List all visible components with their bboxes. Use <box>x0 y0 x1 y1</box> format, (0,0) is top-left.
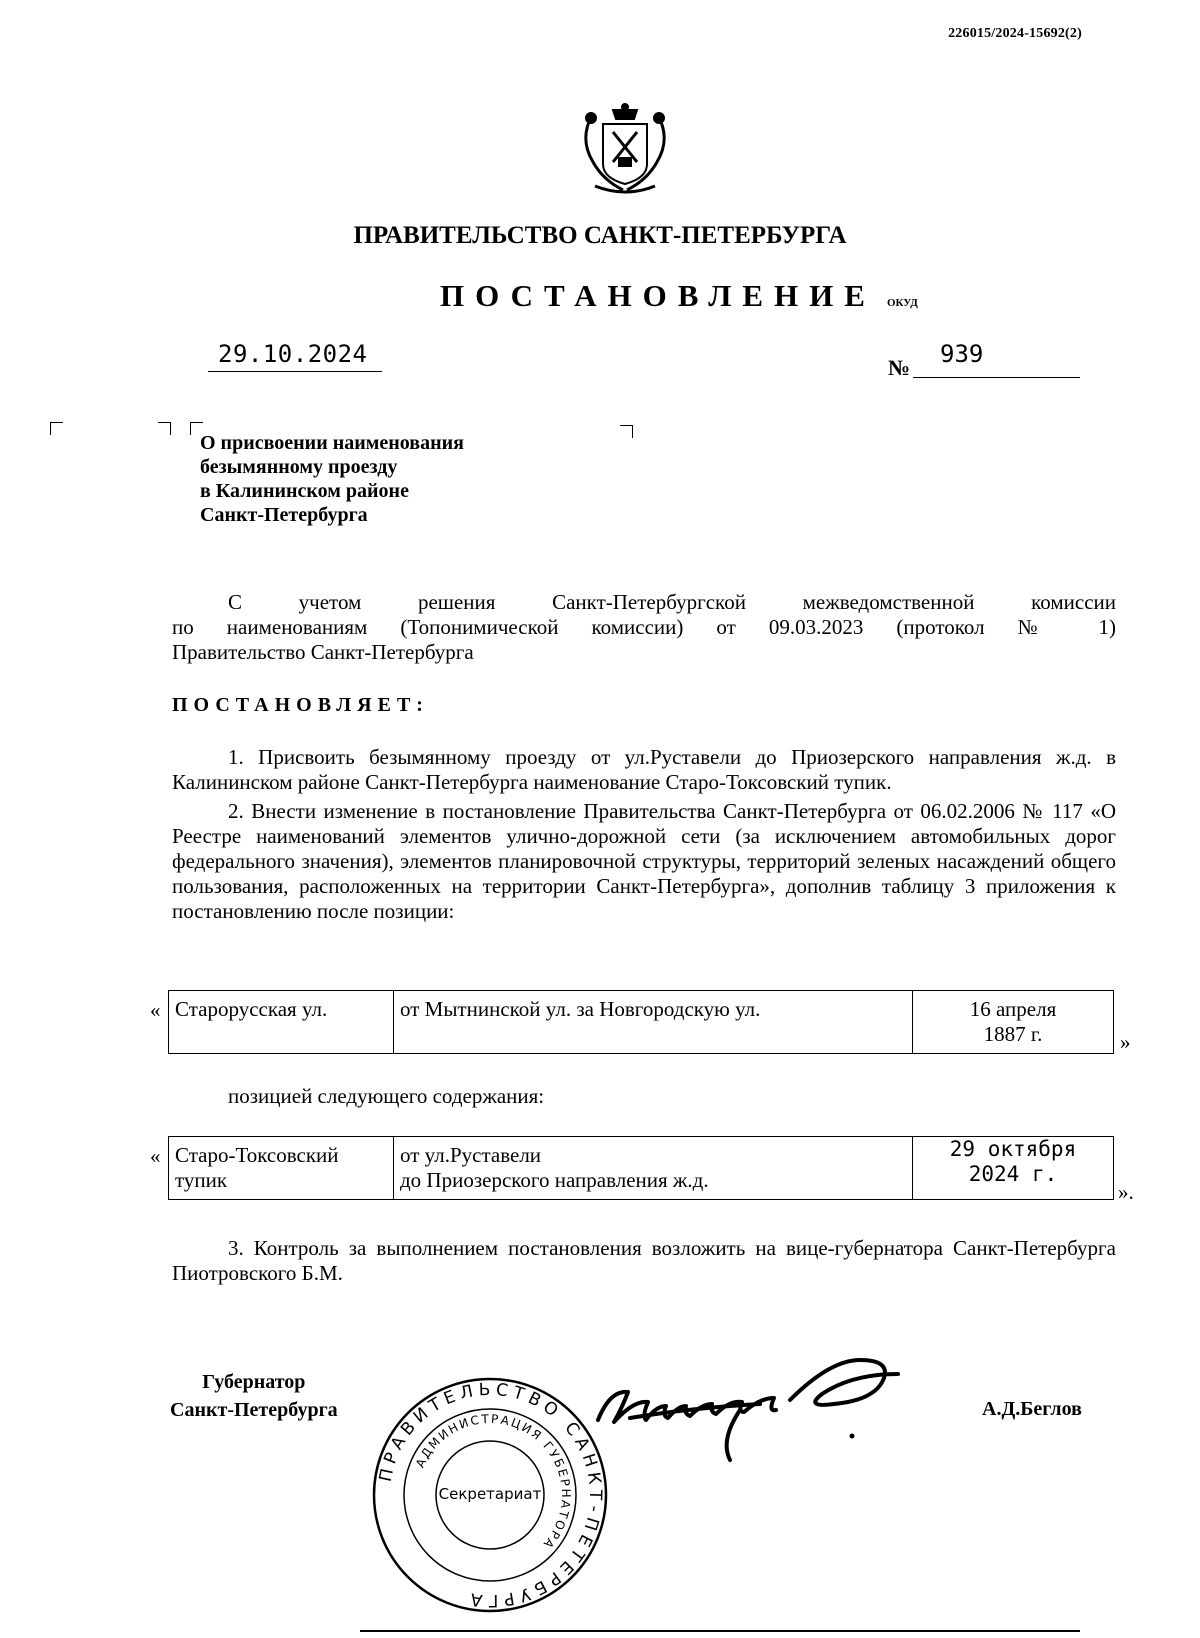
date-line: 2024 г. <box>968 1162 1058 1186</box>
document-subject <box>200 431 464 527</box>
position-intro: позицией следующего содержания: <box>228 1084 545 1108</box>
table-row <box>169 991 1114 1054</box>
route-line: до Приозерского направления ж.д. <box>400 1168 709 1192</box>
signatory-title-line: Губернатор <box>202 1371 306 1393</box>
preamble-line: по наименованиям (Топонимической комиссии) от 09.03.2023 (протокол № 1) <box>172 615 1116 639</box>
subject-line: Санкт-Петербурга <box>200 504 368 526</box>
table-open-quote: « <box>150 998 161 1022</box>
street-name-cell <box>169 1137 394 1200</box>
table-row <box>169 1137 1114 1200</box>
date-line: 29 октября <box>949 1137 1077 1161</box>
item-3: 3. Контроль за выполнением постановления возложить на вице-губернатора Санкт-Петербурга Пиотровского Б.М. <box>172 1236 1116 1285</box>
stamp-inner-text: АДМИНИСТРАЦИЯ ГУБЕРНАТОРА <box>412 1411 574 1553</box>
signatory-title-line: Санкт-Петербурга <box>170 1399 338 1421</box>
date-line: 16 апреля <box>969 997 1057 1021</box>
item-1: 1. Присвоить безымянному проезду от ул.Руставели до Приозерского направления ж.д. в Калининском районе Санкт-Петербурга наименование Старо-Токсовский тупик. <box>172 745 1116 794</box>
date-cell <box>913 991 1114 1054</box>
bottom-border <box>360 1630 1080 1632</box>
street-name-cell: Старорусская ул. <box>169 991 394 1054</box>
number-sign: № <box>888 355 911 380</box>
subject-line: в Калининском районе <box>200 480 409 502</box>
resolves-heading: ПОСТАНОВЛЯЕТ: <box>172 694 429 716</box>
document-registration-number: 226015/2024-15692(2) <box>948 26 1082 41</box>
subject-line: О присвоении наименования <box>200 432 464 454</box>
registry-table-existing <box>168 990 1114 1054</box>
subject-line: безымянному проезду <box>200 456 398 478</box>
official-stamp <box>370 1375 610 1615</box>
date-line: 1887 г. <box>983 1022 1043 1046</box>
preamble <box>172 590 1116 665</box>
stamp-center-text: Секретариат <box>438 1485 542 1503</box>
table-close-quote: » <box>1120 1030 1131 1054</box>
stamp-outer-text: ПРАВИТЕЛЬСТВО САНКТ-ПЕТЕРБУРГА <box>375 1379 606 1611</box>
date-cell <box>913 1137 1114 1200</box>
okud-label: ОКУД <box>887 297 918 309</box>
name-line: тупик <box>175 1168 228 1192</box>
route-line: от ул.Руставели <box>400 1143 542 1167</box>
table-open-quote: « <box>150 1144 161 1168</box>
corner-mark-subject-end <box>620 425 633 438</box>
handwritten-signature <box>590 1350 950 1465</box>
signatory-name: А.Д.Беглов <box>982 1398 1082 1420</box>
name-line: Старо-Токсовский <box>175 1143 339 1167</box>
document-number: 939 <box>940 340 984 368</box>
government-name-heading: ПРАВИТЕЛЬСТВО САНКТ-ПЕТЕРБУРГА <box>353 222 847 249</box>
route-cell: от Мытнинской ул. за Новгородскую ул. <box>394 991 913 1054</box>
corner-mark-subject-left <box>158 422 171 435</box>
date-underline <box>208 371 382 372</box>
number-underline <box>913 377 1080 378</box>
item-2: 2. Внести изменение в постановление Правительства Санкт-Петербурга от 06.02.2006 № 117 «О Реестре наименований элементов улично-дорожной сети (за исключением автомобильных дорог федерального значения), элементов планировочной структуры, территорий зеленых насаждений общего пользования, расположенных на территории Санкт-Петербурга», дополнив таблицу 3 приложения к постановлению после позиции: <box>172 799 1116 923</box>
document-date: 29.10.2024 <box>218 340 368 368</box>
preamble-line: С учетом решения Санкт-Петербургской межведомственной комиссии <box>228 590 1116 614</box>
document-type-heading: ПОСТАНОВЛЕНИЕ <box>440 278 876 313</box>
coat-of-arms-emblem <box>575 102 675 202</box>
table-close-quote: ». <box>1118 1180 1134 1204</box>
signatory-title <box>170 1368 338 1424</box>
preamble-line: Правительство Санкт-Петербурга <box>172 640 474 664</box>
route-cell <box>394 1137 913 1200</box>
corner-mark-left <box>50 422 63 435</box>
registry-table-new <box>168 1136 1114 1200</box>
